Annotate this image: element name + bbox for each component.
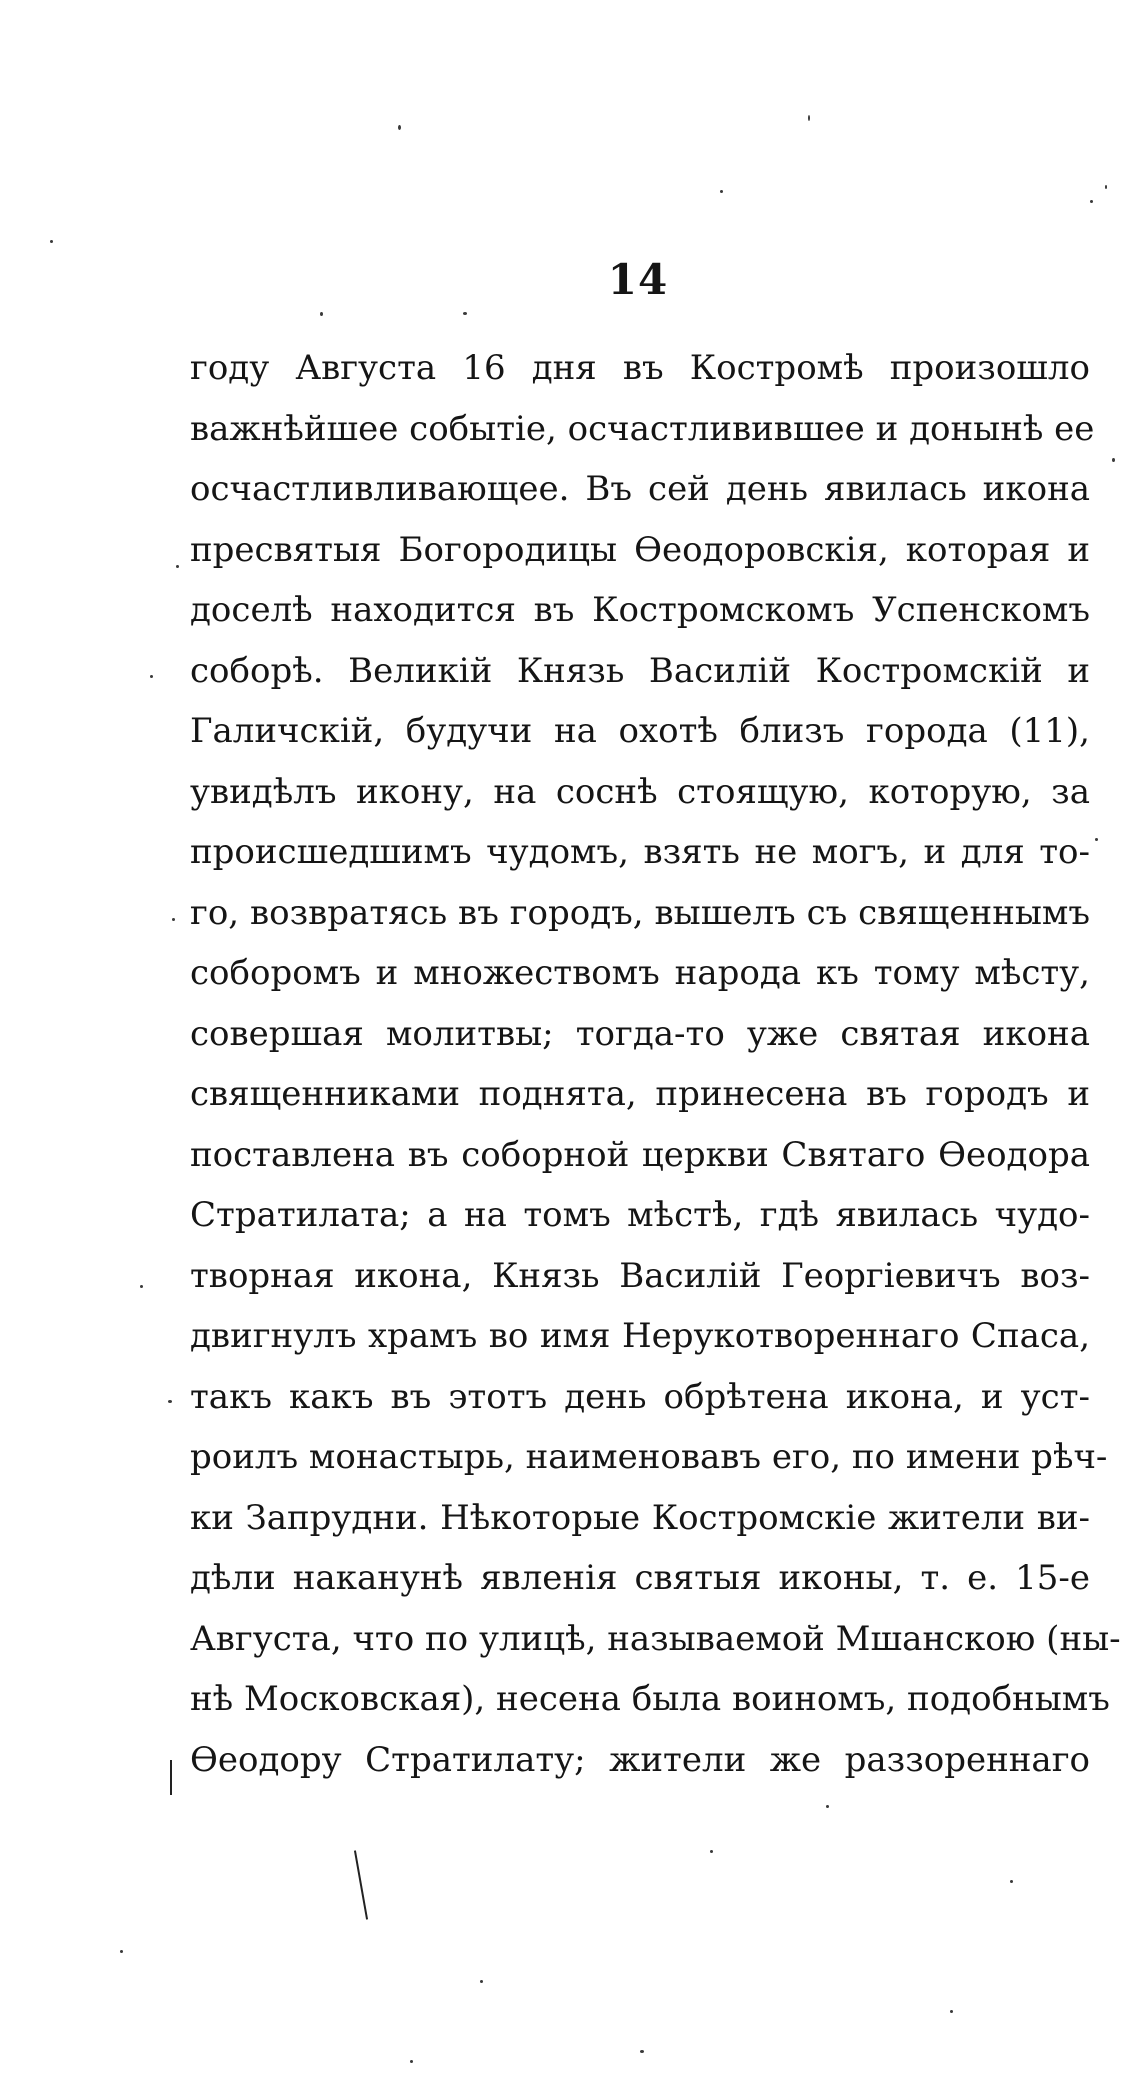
text-line: происшедшимъ чудомъ, взять не могъ, и для то- bbox=[190, 832, 1090, 872]
scan-speck bbox=[950, 2010, 953, 2013]
text-line: творная икона, Князь Василій Георгіевичъ воз- bbox=[190, 1255, 1090, 1296]
text-line: соборѣ. Великій Князь Василій Костромскій и bbox=[190, 650, 1090, 691]
text-line: доселѣ находится въ Костромскомъ Успенскомъ bbox=[190, 590, 1090, 630]
scan-speck bbox=[50, 240, 53, 243]
text-line: совершая молитвы; тогда-то уже святая икона bbox=[190, 1013, 1090, 1054]
scan-speck bbox=[140, 1285, 143, 1288]
page-number: 14 bbox=[607, 255, 669, 304]
text-line: поставлена въ соборной церкви Святаго Ѳеодора bbox=[190, 1134, 1090, 1175]
text-line: двигнулъ храмъ во имя Нерукотвореннаго Спаса, bbox=[190, 1316, 1090, 1356]
text-line: дѣли наканунѣ явленія святыя иконы, т. е. 15-е bbox=[190, 1558, 1090, 1598]
body-text bbox=[190, 338, 1121, 1790]
scan-speck bbox=[1112, 458, 1115, 462]
text-line: такъ какъ въ этотъ день обрѣтена икона, и уст- bbox=[190, 1376, 1090, 1417]
text-line: важнѣйшее событіе, осчастливившее и донынѣ ее bbox=[190, 408, 1095, 449]
scan-speck bbox=[710, 1850, 713, 1853]
text-line: пресвятыя Богородицы Ѳеодоровскія, которая и bbox=[190, 529, 1090, 570]
scan-speck bbox=[463, 312, 467, 315]
text-line: священниками поднята, принесена въ городъ и bbox=[190, 1074, 1090, 1114]
scan-speck bbox=[176, 565, 179, 568]
text-line: году Августа 16 дня въ Костромѣ произошло bbox=[190, 348, 1090, 388]
text-line: Стратилата; а на томъ мѣстѣ, гдѣ явилась чудо- bbox=[190, 1195, 1090, 1235]
text-line: соборомъ и множествомъ народа къ тому мѣсту, bbox=[190, 953, 1090, 993]
text-line: осчастливливающее. Въ сей день явилась икона bbox=[190, 469, 1090, 509]
scan-speck bbox=[1090, 200, 1093, 203]
scan-speck bbox=[410, 2060, 413, 2063]
text-line: Ѳеодору Стратилату; жители же раззореннаго bbox=[190, 1739, 1090, 1780]
scan-speck bbox=[1095, 838, 1098, 841]
scan-speck bbox=[320, 312, 323, 316]
text-line: нѣ Московская), несена была воиномъ, подобнымъ bbox=[190, 1679, 1110, 1719]
scan-speck bbox=[1010, 1880, 1013, 1883]
text-line: роилъ монастырь, наименовавъ его, по имени рѣч- bbox=[190, 1437, 1108, 1477]
scan-speck bbox=[172, 918, 175, 921]
scan-speck bbox=[808, 115, 810, 121]
scan-speck bbox=[1105, 185, 1107, 189]
text-line: Августа, что по улицѣ, называемой Мшанскою (ны- bbox=[190, 1618, 1121, 1659]
text-line: увидѣлъ икону, на соснѣ стоящую, которую, за bbox=[190, 771, 1090, 812]
margin-mark bbox=[354, 1850, 368, 1919]
scan-speck bbox=[120, 1950, 123, 1953]
text-line: ки Запрудни. Нѣкоторые Костромскіе жители ви- bbox=[190, 1497, 1090, 1538]
scan-speck bbox=[720, 190, 723, 193]
scan-speck bbox=[826, 1805, 829, 1808]
margin-mark bbox=[170, 1760, 172, 1795]
scan-speck bbox=[150, 675, 153, 678]
text-line: го, возвратясь въ городъ, вышелъ съ священнымъ bbox=[190, 892, 1090, 933]
text-line: Галичскій, будучи на охотѣ близъ города (11), bbox=[190, 711, 1090, 751]
scan-speck bbox=[640, 2050, 644, 2053]
scan-speck bbox=[398, 125, 401, 130]
scan-speck bbox=[480, 1980, 483, 1983]
scan-speck bbox=[168, 1400, 172, 1403]
